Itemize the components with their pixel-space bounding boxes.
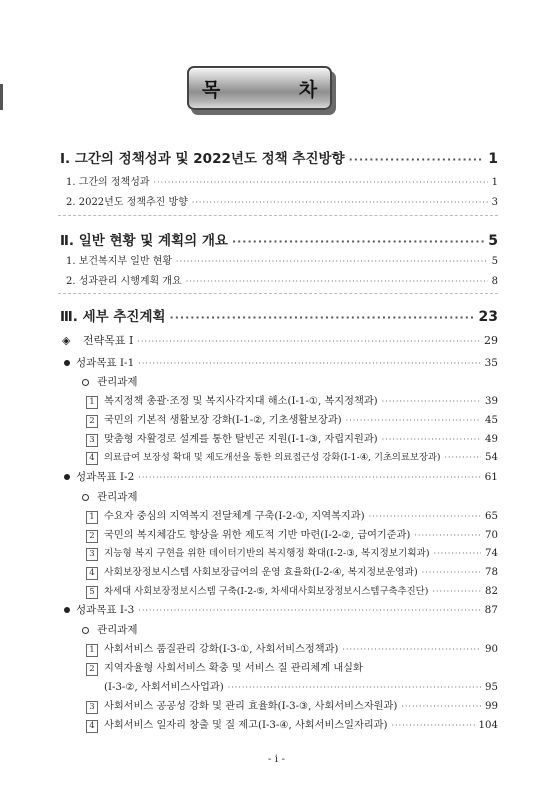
dot-leader bbox=[346, 416, 481, 425]
task-title: 지역자율형 사회서비스 확충 및 서비스 질 관리체계 내실화 bbox=[104, 663, 363, 674]
page-number: 1 bbox=[491, 177, 498, 188]
section-divider bbox=[58, 215, 498, 216]
mgmt-task-label bbox=[82, 374, 138, 389]
task-number-box: 1 bbox=[86, 396, 98, 409]
toc-perf-goal-1[interactable] bbox=[64, 355, 498, 370]
toc-perf-goal-3[interactable] bbox=[64, 602, 498, 617]
page-number: 74 bbox=[485, 548, 498, 559]
dot-leader bbox=[432, 587, 481, 596]
perf-goal-title: 성과목표 Ⅰ-1 bbox=[76, 357, 135, 369]
section-divider bbox=[58, 293, 498, 294]
bullet-dot-icon bbox=[64, 607, 70, 613]
task-number-box: 4 bbox=[86, 720, 98, 733]
page-number: 70 bbox=[485, 530, 498, 541]
page-number: 54 bbox=[485, 452, 498, 463]
perf-goal-title: 성과목표 Ⅰ-2 bbox=[76, 471, 135, 483]
dot-leader bbox=[401, 702, 481, 711]
dot-leader bbox=[414, 531, 481, 540]
section-title: Ⅰ. 그간의 정책성과 및 2022년도 정책 추진방향 bbox=[60, 151, 345, 167]
mgmt-label-text: 관리과제 bbox=[97, 491, 138, 503]
page-number: 23 bbox=[478, 309, 498, 325]
dot-leader bbox=[382, 397, 481, 406]
toc-section-1[interactable] bbox=[60, 147, 498, 167]
toc-strategic-goal[interactable] bbox=[62, 332, 498, 348]
toc-task[interactable] bbox=[86, 659, 363, 676]
section-title: Ⅲ. 세부 추진계획 bbox=[60, 309, 166, 325]
dot-leader bbox=[444, 453, 481, 462]
dot-leader bbox=[138, 359, 480, 368]
toc-task[interactable] bbox=[86, 583, 498, 599]
toc-task[interactable] bbox=[86, 430, 498, 447]
task-number-box: 3 bbox=[86, 434, 98, 447]
dot-leader bbox=[342, 645, 481, 654]
entry-title: 1. 보건복지부 일반 현황 bbox=[66, 256, 173, 267]
toc-task[interactable] bbox=[86, 411, 498, 428]
toc-task[interactable] bbox=[86, 716, 498, 733]
page-number: 8 bbox=[491, 276, 498, 287]
page-number: 49 bbox=[485, 434, 498, 445]
task-title: 사회서비스 품질관리 강화(Ⅰ-3-①, 사회서비스정책과) bbox=[104, 644, 339, 655]
task-number-box: 3 bbox=[86, 548, 98, 561]
toc-section-3[interactable] bbox=[60, 305, 498, 325]
section-title: Ⅱ. 일반 현황 및 계획의 개요 bbox=[60, 233, 228, 249]
dot-leader bbox=[391, 721, 474, 730]
dot-leader bbox=[154, 178, 488, 187]
task-number-box: 4 bbox=[86, 567, 98, 580]
entry-title: 2. 성과관리 시행계획 개요 bbox=[66, 276, 182, 287]
mgmt-label-text: 관리과제 bbox=[97, 624, 138, 636]
task-number-box: 5 bbox=[86, 586, 98, 599]
page-number: 35 bbox=[484, 357, 498, 369]
page-number: 29 bbox=[484, 334, 498, 347]
task-number-box: 1 bbox=[86, 644, 98, 657]
circle-bullet-icon bbox=[82, 627, 89, 634]
toc-entry-1-2[interactable] bbox=[66, 193, 498, 208]
diamond-bullet-icon: ◈ bbox=[62, 334, 71, 347]
toc-section-2[interactable] bbox=[60, 229, 498, 249]
task-title: 국민의 복지체감도 향상을 위한 제도적 기반 마련(Ⅰ-2-②, 급여기준과) bbox=[104, 530, 411, 541]
task-title: 수요자 중심의 지역복지 전달체계 구축(Ⅰ-2-①, 지역복지과) bbox=[104, 511, 365, 522]
page-number: 1 bbox=[488, 151, 498, 167]
toc-entry-2-1[interactable] bbox=[66, 252, 498, 267]
mgmt-task-label bbox=[82, 622, 138, 637]
page-number: 39 bbox=[485, 396, 498, 407]
page-number: 3 bbox=[491, 197, 498, 208]
toc-task[interactable] bbox=[86, 507, 498, 524]
toc-task[interactable] bbox=[86, 640, 498, 657]
page-number: 99 bbox=[485, 701, 498, 712]
dot-leader bbox=[186, 277, 488, 286]
toc-task-continuation[interactable] bbox=[104, 678, 498, 693]
task-number-box: 4 bbox=[86, 452, 98, 465]
dot-leader bbox=[382, 435, 481, 444]
page-number: 78 bbox=[485, 567, 498, 578]
task-number-box: 1 bbox=[86, 511, 98, 524]
dot-leader bbox=[192, 198, 488, 207]
toc-title: 목 차 bbox=[201, 78, 354, 101]
dot-leader bbox=[170, 311, 475, 324]
toc-task[interactable] bbox=[86, 697, 498, 714]
goal-title: 전략목표 Ⅰ bbox=[83, 334, 134, 347]
task-number-box: 3 bbox=[86, 701, 98, 714]
circle-bullet-icon bbox=[82, 494, 89, 501]
task-title: 차세대 사회보장정보시스템 구축(Ⅰ-2-⑤, 차세대사회보장정보시스템구축추진단) bbox=[104, 586, 429, 597]
task-title: 맞춤형 자활경로 설계를 통한 탈빈곤 지원(Ⅰ-1-③, 자립지원과) bbox=[104, 434, 378, 445]
dot-leader bbox=[232, 235, 484, 248]
page-number: 45 bbox=[485, 415, 498, 426]
circle-bullet-icon bbox=[82, 379, 89, 386]
page-number: 104 bbox=[478, 720, 498, 731]
toc-task[interactable] bbox=[86, 392, 498, 409]
dot-leader bbox=[369, 512, 481, 521]
task-number-box: 2 bbox=[86, 663, 98, 676]
perf-goal-title: 성과목표 Ⅰ-3 bbox=[76, 604, 135, 616]
task-title: 국민의 기본적 생활보장 강화(Ⅰ-1-②, 기초생활보장과) bbox=[104, 415, 342, 426]
entry-title: 1. 그간의 정책성과 bbox=[66, 177, 150, 188]
dot-leader bbox=[138, 473, 480, 482]
toc-entry-2-2[interactable] bbox=[66, 272, 498, 287]
mgmt-label-text: 관리과제 bbox=[97, 376, 138, 388]
toc-task[interactable] bbox=[86, 564, 498, 580]
page-number: 65 bbox=[485, 511, 498, 522]
task-title: 사회보장정보시스템 사회보장급여의 운영 효율화(Ⅰ-2-④, 복지정보운영과) bbox=[104, 567, 418, 578]
dot-leader bbox=[422, 568, 481, 577]
page-number: 87 bbox=[484, 604, 498, 616]
dot-leader bbox=[349, 153, 485, 166]
page-number: 61 bbox=[484, 471, 498, 483]
entry-title: 2. 2022년도 정책추진 방향 bbox=[66, 197, 188, 208]
toc-title-box bbox=[187, 66, 354, 110]
dot-leader bbox=[138, 606, 480, 615]
toc-task[interactable] bbox=[86, 449, 498, 465]
dot-leader bbox=[434, 549, 481, 558]
dot-leader bbox=[228, 683, 481, 692]
task-title: 복지정책 총괄·조정 및 복지사각지대 해소(Ⅰ-1-①, 복지정책과) bbox=[104, 396, 378, 407]
mgmt-task-label bbox=[82, 489, 138, 504]
page-number: 95 bbox=[485, 682, 498, 693]
page-footer-number: - ⅰ - bbox=[267, 753, 286, 765]
task-title: 의료급여 보장성 확대 및 제도개선을 통한 의료접근성 강화(Ⅰ-1-④, 기초의료보장과) bbox=[104, 452, 441, 463]
toc-task[interactable] bbox=[86, 545, 498, 561]
toc-task[interactable] bbox=[86, 526, 498, 543]
task-title-cont: (Ⅰ-3-②, 사회서비스사업과) bbox=[104, 682, 224, 693]
bullet-dot-icon bbox=[64, 474, 70, 480]
task-title: 지능형 복지 구현을 위한 데이터기반의 복지행정 확대(Ⅰ-2-③, 복지정보기획과) bbox=[104, 548, 430, 559]
task-title: 사회서비스 공공성 강화 및 관리 효율화(Ⅰ-3-③, 사회서비스자원과) bbox=[104, 701, 398, 712]
page-number: 90 bbox=[485, 644, 498, 655]
task-number-box: 2 bbox=[86, 415, 98, 428]
page-number: 5 bbox=[488, 233, 498, 249]
toc-perf-goal-2[interactable] bbox=[64, 469, 498, 484]
page-number: 82 bbox=[485, 586, 498, 597]
left-margin-mark bbox=[0, 84, 3, 110]
toc-entry-1-1[interactable] bbox=[66, 173, 498, 188]
dot-leader bbox=[137, 337, 480, 346]
task-number-box: 2 bbox=[86, 530, 98, 543]
bullet-dot-icon bbox=[64, 360, 70, 366]
dot-leader bbox=[176, 257, 488, 266]
page-number: 5 bbox=[491, 256, 498, 267]
task-title: 사회서비스 일자리 창출 및 질 제고(Ⅰ-3-④, 사회서비스일자리과) bbox=[104, 720, 388, 731]
